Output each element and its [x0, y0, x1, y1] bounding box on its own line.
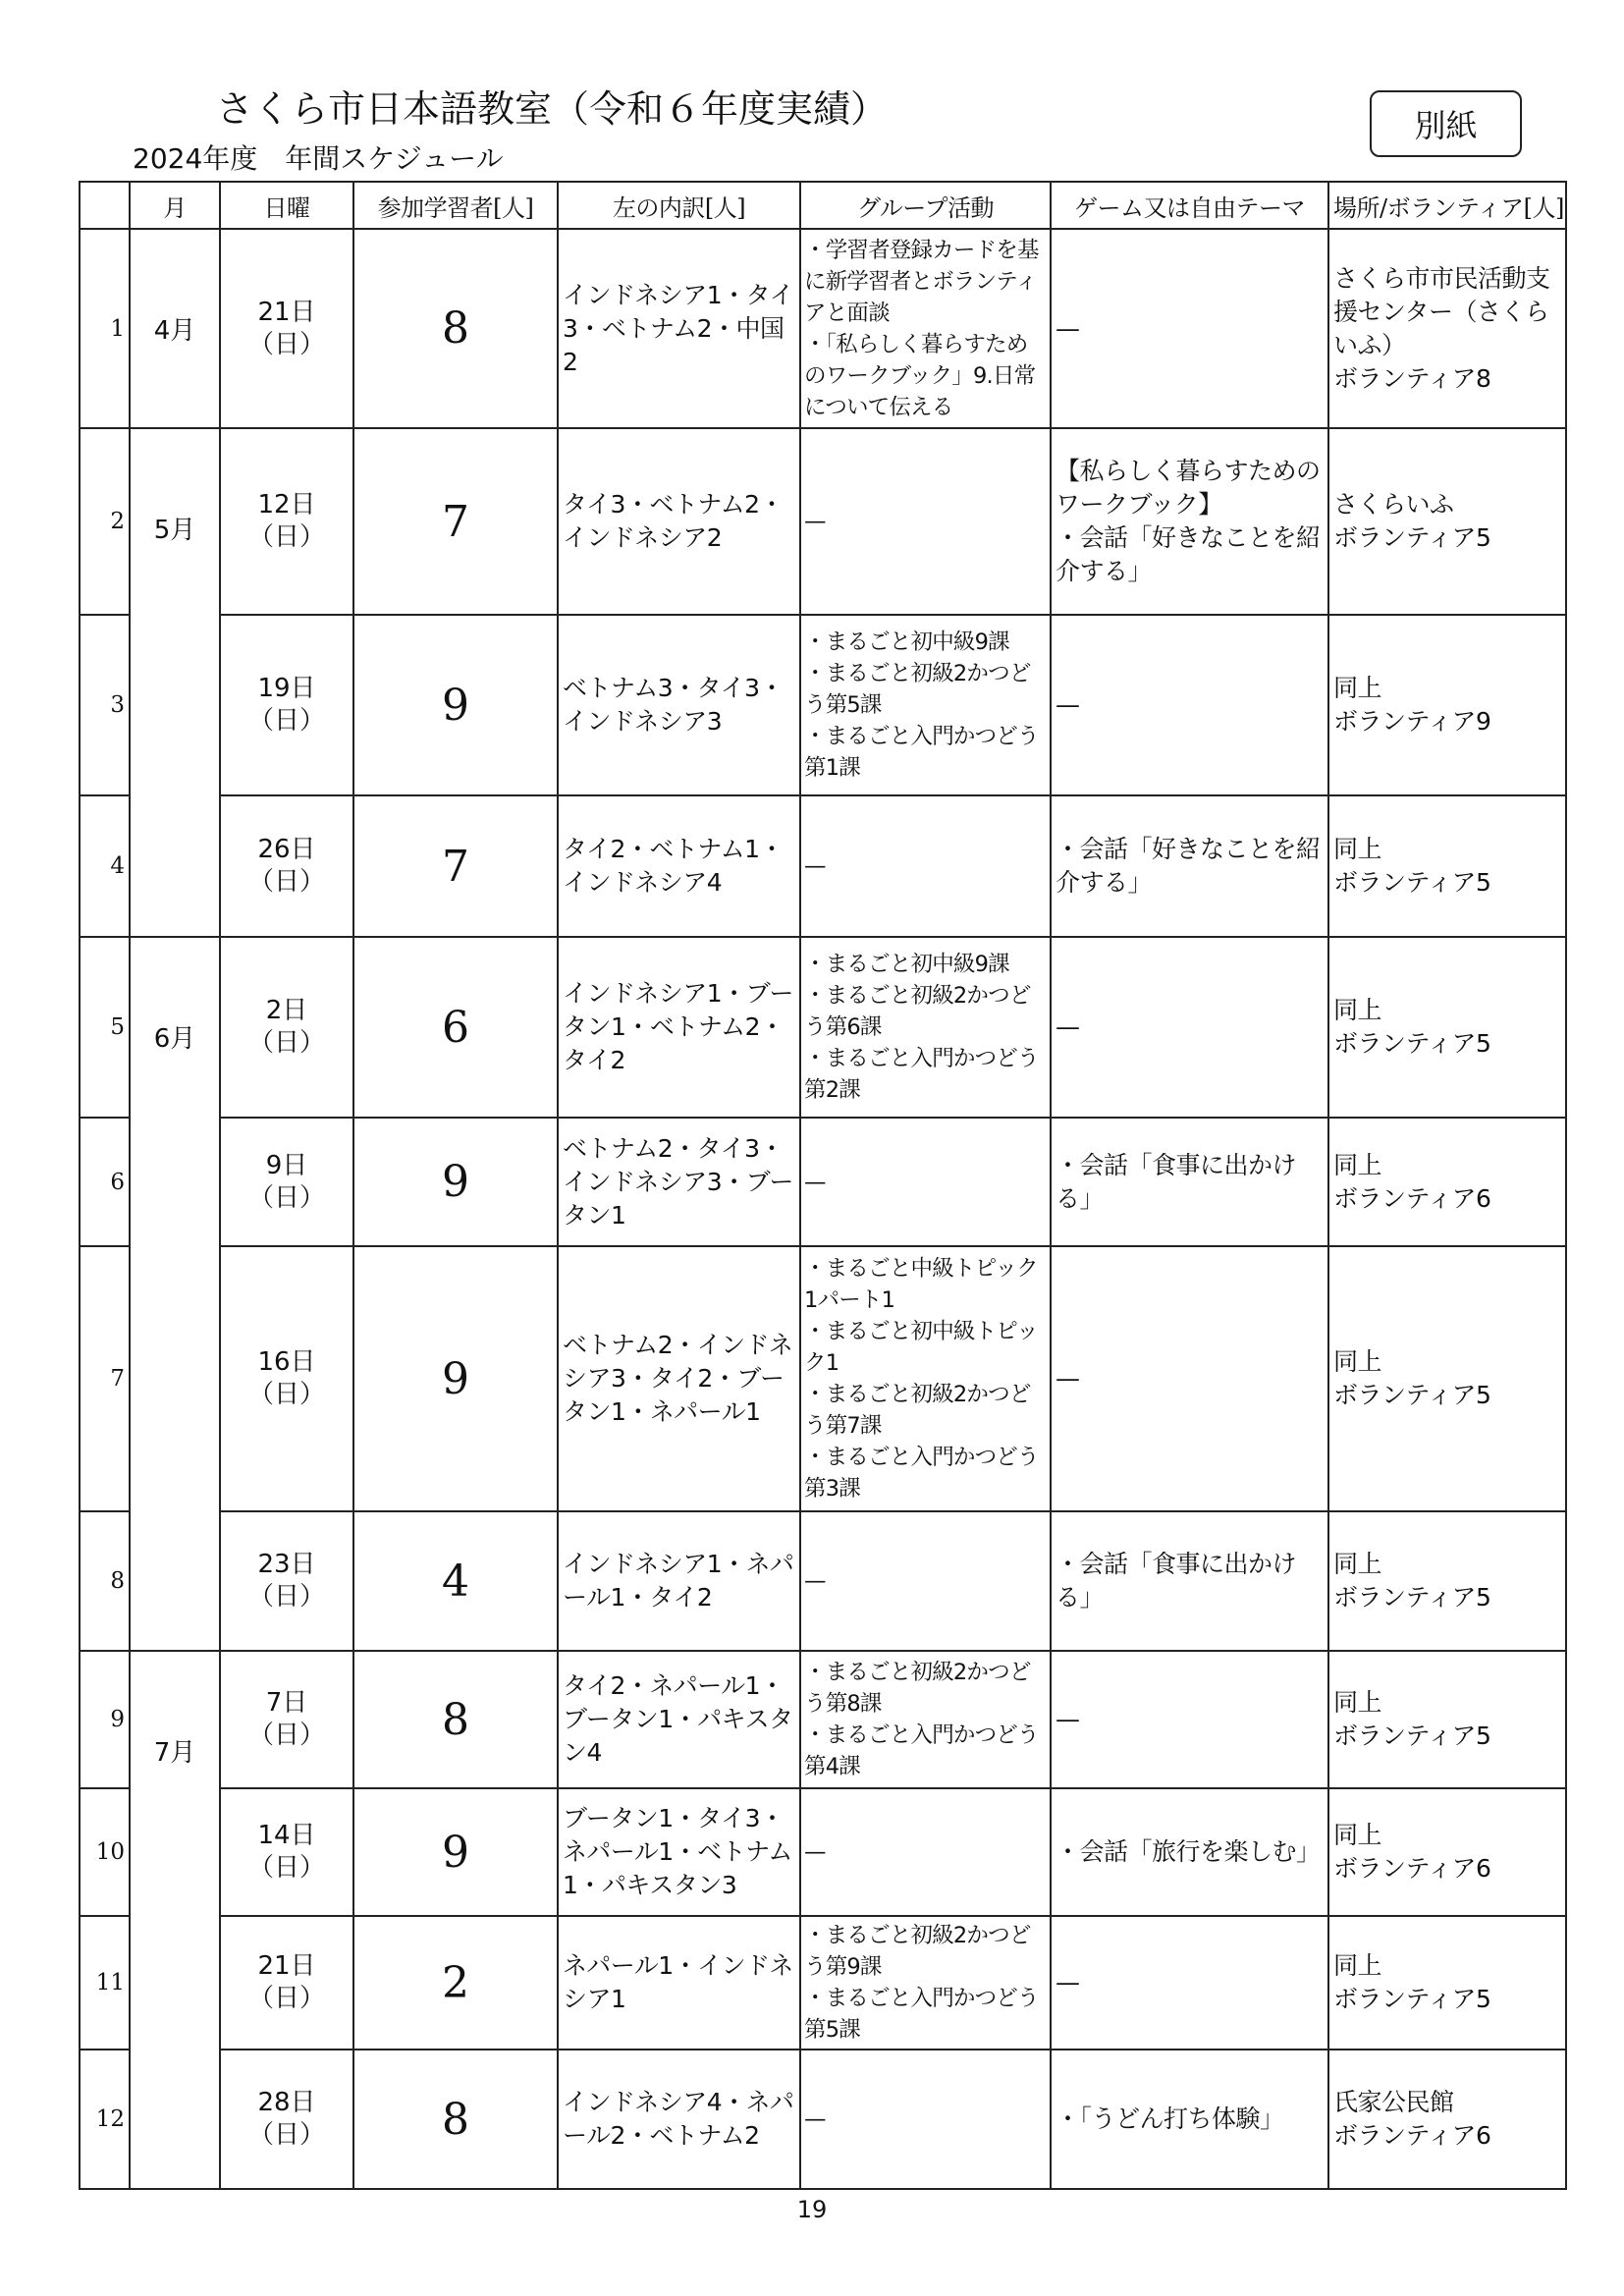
place-cell: 同上 ボランティア5 [1328, 1651, 1566, 1788]
count-cell: 8 [353, 1651, 558, 1788]
count-cell: 8 [353, 229, 558, 428]
header-no [80, 182, 130, 229]
row-number: 2 [80, 428, 130, 615]
detail-cell: タイ2・ベトナム1・インドネシア4 [558, 795, 800, 937]
table-row [80, 615, 1566, 795]
row-number: 6 [80, 1118, 130, 1246]
schedule-table [79, 181, 1567, 2190]
date-cell: 19日 （日） [220, 615, 353, 795]
count-cell: 2 [353, 1916, 558, 2050]
place-cell: さくら市市民活動支援センター（さくらいふ） ボランティア8 [1328, 229, 1566, 428]
count-cell: 9 [353, 615, 558, 795]
date-cell: 21日 （日） [220, 1916, 353, 2050]
count-cell: 9 [353, 1118, 558, 1246]
detail-cell: ベトナム2・タイ3・インドネシア3・ブータン1 [558, 1118, 800, 1246]
group-cell: — [800, 2050, 1051, 2189]
month-cell: 5月 [130, 428, 220, 937]
count-cell: 9 [353, 1246, 558, 1511]
place-cell: 同上 ボランティア9 [1328, 615, 1566, 795]
row-number: 10 [80, 1788, 130, 1916]
month-cell: 7月 [130, 1651, 220, 2189]
place-cell: 同上 ボランティア5 [1328, 1916, 1566, 2050]
game-cell: ・会話「旅行を楽しむ」 [1051, 1788, 1328, 1916]
place-cell: 同上 ボランティア6 [1328, 1118, 1566, 1246]
group-cell: ・学習者登録カードを基に新学習者とボランティアと面談 ・「私らしく暮らすためのワークブック」9.日常について伝える [800, 229, 1051, 428]
date-cell: 16日 （日） [220, 1246, 353, 1511]
table-row [80, 1246, 1566, 1511]
table-row [80, 1788, 1566, 1916]
attachment-badge: 別紙 [1370, 90, 1522, 157]
count-cell: 7 [353, 428, 558, 615]
group-cell: — [800, 1511, 1051, 1651]
detail-cell: タイ3・ベトナム2・インドネシア2 [558, 428, 800, 615]
row-number: 1 [80, 229, 130, 428]
page-number: 19 [796, 2196, 828, 2223]
table-row [80, 229, 1566, 428]
game-cell: ・会話「食事に出かける」 [1051, 1511, 1328, 1651]
document-title: さくら市日本語教室（令和６年度実績） [216, 87, 889, 131]
detail-cell: タイ2・ネパール1・ブータン1・パキスタン4 [558, 1651, 800, 1788]
group-cell: ・まるごと初級2かつどう第8課 ・まるごと入門かつどう第4課 [800, 1651, 1051, 1788]
place-cell: 同上 ボランティア5 [1328, 1246, 1566, 1511]
table-row [80, 1511, 1566, 1651]
detail-cell: ブータン1・タイ3・ネパール1・ベトナム1・パキスタン3 [558, 1788, 800, 1916]
table-row [80, 2050, 1566, 2189]
group-cell: — [800, 428, 1051, 615]
count-cell: 9 [353, 1788, 558, 1916]
count-cell: 7 [353, 795, 558, 937]
date-cell: 14日 （日） [220, 1788, 353, 1916]
place-cell: 同上 ボランティア6 [1328, 1788, 1566, 1916]
date-cell: 12日 （日） [220, 428, 353, 615]
place-cell: 氏家公民館 ボランティア6 [1328, 2050, 1566, 2189]
header-place: 場所/ボランティア[人] [1328, 182, 1566, 229]
row-number: 11 [80, 1916, 130, 2050]
detail-cell: インドネシア1・ネパール1・タイ2 [558, 1511, 800, 1651]
game-cell: ・会話「食事に出かける」 [1051, 1118, 1328, 1246]
count-cell: 6 [353, 937, 558, 1118]
detail-cell: インドネシア1・ブータン1・ベトナム2・タイ2 [558, 937, 800, 1118]
row-number: 12 [80, 2050, 130, 2189]
count-cell: 4 [353, 1511, 558, 1651]
date-cell: 23日 （日） [220, 1511, 353, 1651]
month-cell: 6月 [130, 937, 220, 1651]
month-cell: 4月 [130, 229, 220, 428]
header-count: 参加学習者[人] [353, 182, 558, 229]
row-number: 5 [80, 937, 130, 1118]
document-subtitle: 2024年度 年間スケジュール [133, 142, 504, 175]
game-cell: — [1051, 1651, 1328, 1788]
place-cell: 同上 ボランティア5 [1328, 937, 1566, 1118]
table-row [80, 937, 1566, 1118]
header-detail: 左の内訳[人] [558, 182, 800, 229]
table-row [80, 795, 1566, 937]
header-month: 月 [130, 182, 220, 229]
game-cell: 【私らしく暮らすためのワークブック】 ・会話「好きなことを紹介する」 [1051, 428, 1328, 615]
group-cell: — [800, 795, 1051, 937]
table-row [80, 1118, 1566, 1246]
group-cell: ・まるごと初中級9課 ・まるごと初級2かつどう第6課 ・まるごと入門かつどう第2課 [800, 937, 1051, 1118]
detail-cell: ベトナム3・タイ3・インドネシア3 [558, 615, 800, 795]
place-cell: 同上 ボランティア5 [1328, 1511, 1566, 1651]
table-row [80, 1651, 1566, 1788]
header-group: グループ活動 [800, 182, 1051, 229]
date-cell: 21日 （日） [220, 229, 353, 428]
group-cell: — [800, 1118, 1051, 1246]
date-cell: 9日 （日） [220, 1118, 353, 1246]
game-cell: — [1051, 937, 1328, 1118]
header-game: ゲーム又は自由テーマ [1051, 182, 1328, 229]
game-cell: — [1051, 1916, 1328, 2050]
header-row [80, 182, 1566, 229]
group-cell: ・まるごと初中級9課 ・まるごと初級2かつどう第5課 ・まるごと入門かつどう第1課 [800, 615, 1051, 795]
group-cell: ・まるごと中級トピック1パート1 ・まるごと初中級トピック1 ・まるごと初級2かつどう第7課 ・まるごと入門かつどう第3課 [800, 1246, 1051, 1511]
date-cell: 7日 （日） [220, 1651, 353, 1788]
header-date: 日曜 [220, 182, 353, 229]
table-row [80, 1916, 1566, 2050]
group-cell: — [800, 1788, 1051, 1916]
detail-cell: インドネシア1・タイ3・ベトナム2・中国2 [558, 229, 800, 428]
detail-cell: インドネシア4・ネパール2・ベトナム2 [558, 2050, 800, 2189]
date-cell: 2日 （日） [220, 937, 353, 1118]
row-number: 8 [80, 1511, 130, 1651]
table-row [80, 428, 1566, 615]
date-cell: 28日 （日） [220, 2050, 353, 2189]
game-cell: ・「うどん打ち体験」 [1051, 2050, 1328, 2189]
group-cell: ・まるごと初級2かつどう第9課 ・まるごと入門かつどう第5課 [800, 1916, 1051, 2050]
row-number: 3 [80, 615, 130, 795]
row-number: 4 [80, 795, 130, 937]
place-cell: 同上 ボランティア5 [1328, 795, 1566, 937]
game-cell: — [1051, 229, 1328, 428]
game-cell: ・会話「好きなことを紹介する」 [1051, 795, 1328, 937]
place-cell: さくらいふ ボランティア5 [1328, 428, 1566, 615]
date-cell: 26日 （日） [220, 795, 353, 937]
detail-cell: ネパール1・インドネシア1 [558, 1916, 800, 2050]
row-number: 7 [80, 1246, 130, 1511]
detail-cell: ベトナム2・インドネシア3・タイ2・ブータン1・ネパール1 [558, 1246, 800, 1511]
row-number: 9 [80, 1651, 130, 1788]
count-cell: 8 [353, 2050, 558, 2189]
game-cell: — [1051, 615, 1328, 795]
game-cell: — [1051, 1246, 1328, 1511]
